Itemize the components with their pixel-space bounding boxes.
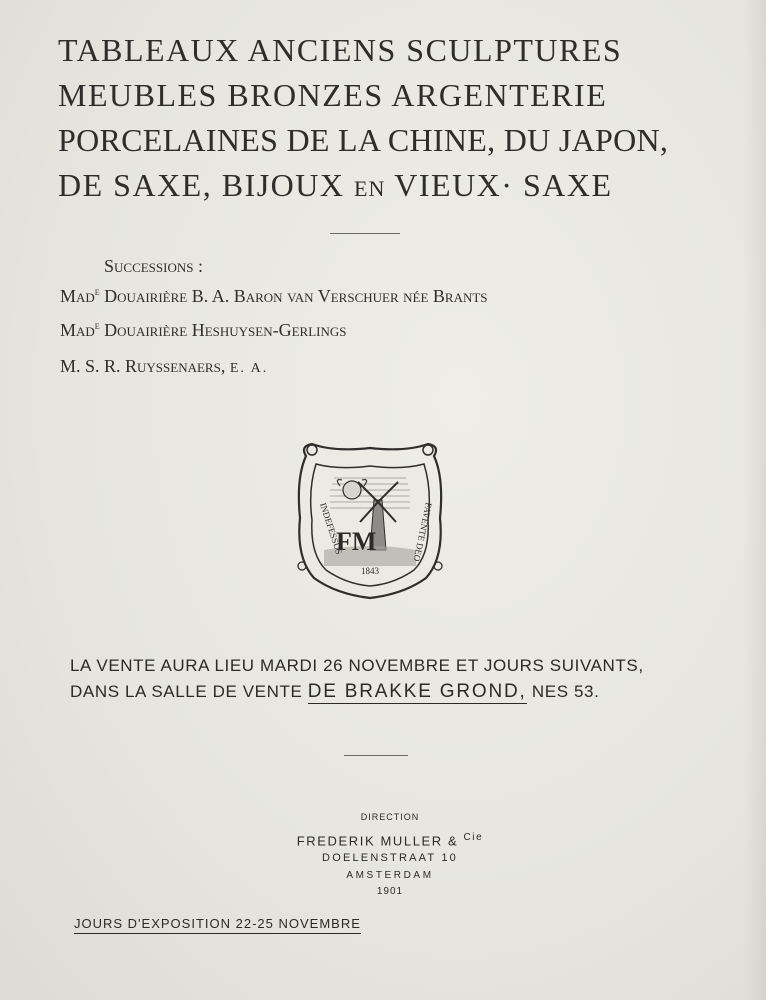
sale-venue: DE BRAKKE GROND,	[307, 681, 527, 702]
sale-line-2: DANS LA SALLE DE VENTE DE BRAKKE GROND, NES 53.	[70, 681, 600, 702]
title-line-1: TABLEAUX ANCIENS SCULPTURES	[58, 32, 623, 68]
direction-label: DIRECTION	[360, 812, 420, 822]
title-line-4-c: VIEUX· SAXE	[394, 167, 613, 203]
page-edge-shadow	[744, 0, 766, 1000]
printers-device-emblem	[294, 438, 446, 603]
device-motto-left: INDEFESSUS	[318, 501, 345, 556]
succession-line-2: Mad$^e$ Douairière Heshuysen-Gerlings	[60, 320, 347, 340]
successions-heading: Successions :	[104, 256, 203, 276]
succession-line-1: Mad$^e$ Douairière B. A. Baron van Verschuer née Brants	[60, 286, 488, 306]
sale-line-1: LA VENTE AURA LIEU MARDI 26 NOVEMBRE ET JOURS SUIVANTS,	[70, 656, 644, 675]
direction-year: 1901	[376, 886, 404, 897]
direction-city: AMSTERDAM	[346, 870, 434, 881]
succession-line-3: M. S. R. Ruyssenaers, E. A.	[60, 356, 269, 376]
divider-top	[330, 233, 400, 234]
title-line-4	[58, 163, 738, 211]
title-line-4-a: DE SAXE, BIJOUX	[58, 167, 345, 203]
title-line-2: MEUBLES BRONZES ARGENTERIE	[58, 77, 608, 113]
title-line-4-en: EN	[354, 176, 386, 201]
exposition-dates: JOURS D'EXPOSITION 22-25 NOVEMBRE	[74, 916, 361, 934]
catalogue-title	[58, 28, 738, 211]
device-monogram: FM	[336, 527, 377, 556]
divider-bottom	[344, 755, 408, 756]
device-motto-right: FAVENTE DEO	[411, 501, 434, 563]
device-year: 1843	[361, 566, 379, 576]
title-line-3: PORCELAINES DE LA CHINE, DU JAPON,	[58, 122, 669, 158]
direction-street: DOELENSTRAAT 10	[322, 852, 458, 864]
direction-firm: FREDERIK MULLER & $^{Cie}$	[296, 832, 484, 849]
